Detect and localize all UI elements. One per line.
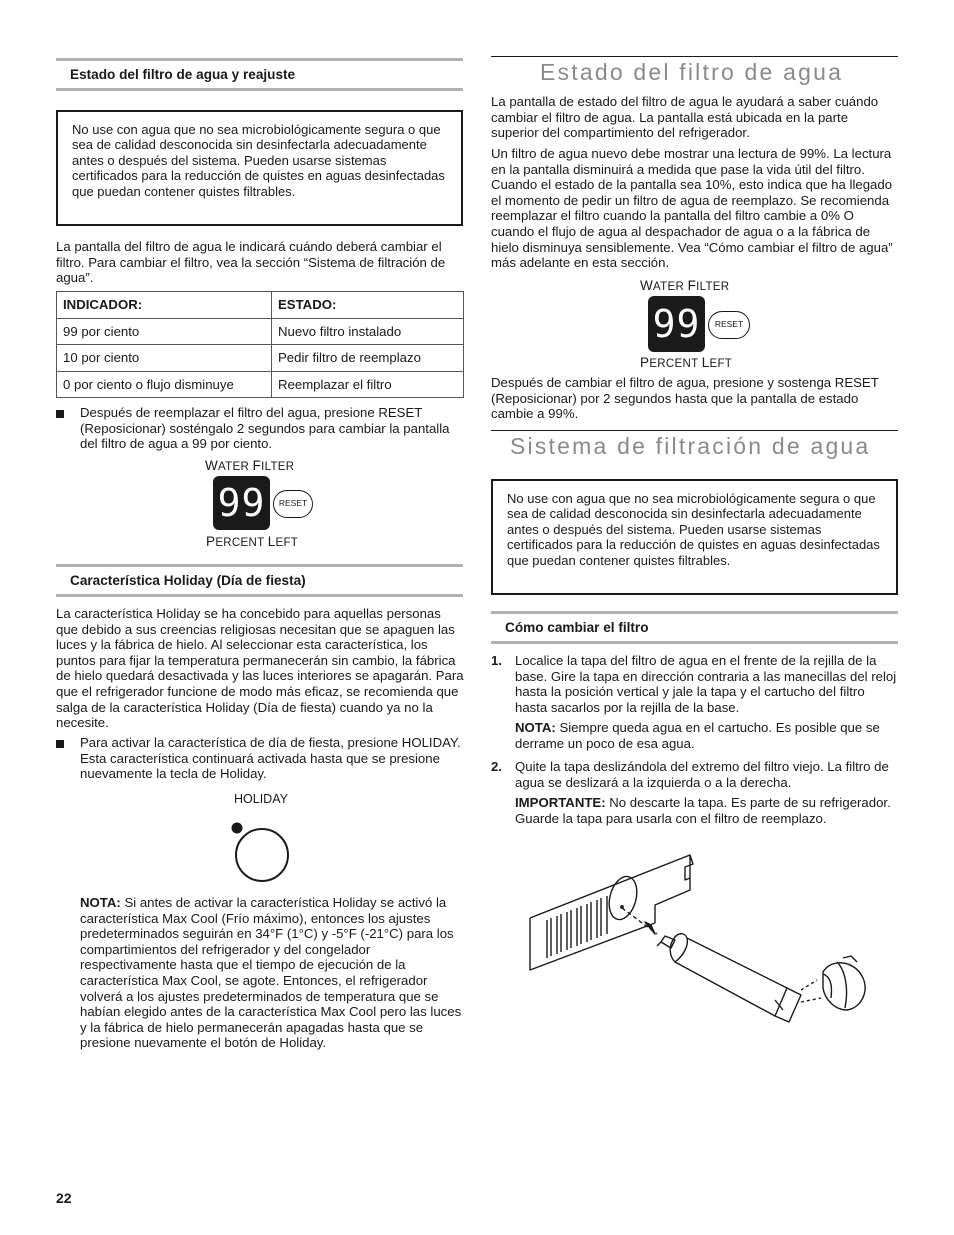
table-header-row bbox=[57, 292, 464, 319]
rule-holiday-bottom bbox=[56, 594, 463, 597]
indicator-table bbox=[56, 291, 464, 398]
step-1-note-text: Siempre queda agua en el cartucho. Es posible que se derrame un poco de esa agua. bbox=[515, 720, 880, 751]
filter-display-screen-right bbox=[648, 296, 705, 352]
intro-paragraph: La pantalla del filtro de agua le indicará cuándo deberá cambiar el filtro. Para cambiar el filtro, vea la sección “Sistema de filtración de agua”. bbox=[56, 239, 446, 286]
step-2-important-text: No descarte la tapa. Es parte de su refrigerador. Guarde la tapa para usarla con el filtro de reemplazo. bbox=[515, 795, 891, 826]
table-row bbox=[57, 318, 464, 345]
holiday-note bbox=[80, 895, 463, 1051]
table-header-cell: INDICADOR: bbox=[57, 292, 272, 319]
reset-button-right[interactable] bbox=[708, 311, 750, 339]
rule-change-filter-top bbox=[491, 611, 898, 614]
table-cell: 10 por ciento bbox=[57, 345, 272, 372]
reset-button-label: RESET bbox=[278, 498, 308, 508]
bullet-holiday-text: Para activar la característica de día de fiesta, presione HOLIDAY. Esta característica continuará activada hasta que se presione nuevamente la tecla de Holiday. bbox=[80, 735, 461, 782]
warning-text: No use con agua que no sea microbiológicamente segura o que sea de calidad desconocida sin desinfectarla adecuadamente antes o después del sistema. Pueden usarse sistemas certificados para la reducción de quistes en aguas desinfectadas que puedan contener quistes filtrables. bbox=[72, 122, 445, 199]
warning-box-right bbox=[491, 479, 898, 595]
warning-text-right: No use con agua que no sea microbiológicamente segura o que sea de calidad desconocida sin desinfectarla adecuadamente antes o después del sistema. Pueden usarse sistemas certificados para la reducción de quistes en aguas desinfectadas que puedan contener quistes filtrables. bbox=[507, 491, 880, 568]
title-filter-status: Estado del filtro de agua bbox=[540, 59, 844, 85]
page-number: 22 bbox=[56, 1190, 72, 1206]
step-2-text: Quite la tapa deslizándola del extremo del filtro viejo. La filtro de agua se deslizará a la izquierda o a la derecha. bbox=[515, 759, 889, 790]
step-1-number: 1. bbox=[491, 653, 502, 668]
step-1-text: Localice la tapa del filtro de agua en el frente de la rejilla de la base. Gire la tapa en dirección contraria a las manecillas del reloj hasta la posición vertical y jale la tapa y el cartucho del filtro hasta sacarlos por la rejilla de la base. bbox=[515, 653, 897, 715]
percent-left-label-right: PERCENT LEFT bbox=[640, 355, 733, 370]
rule-holiday-top bbox=[56, 564, 463, 567]
rule-filtration bbox=[491, 430, 898, 431]
table-cell: Reemplazar el filtro bbox=[272, 371, 464, 398]
table-cell: Nuevo filtro instalado bbox=[272, 318, 464, 345]
table-header-cell: ESTADO: bbox=[272, 292, 464, 319]
step-1-note-label: NOTA: bbox=[515, 720, 556, 735]
rule-top-left bbox=[56, 58, 463, 61]
bullet-square-icon bbox=[56, 410, 64, 418]
section-title-change-filter: Cómo cambiar el filtro bbox=[505, 620, 649, 635]
percent-left-label: PERCENT LEFT bbox=[206, 534, 299, 549]
bullet-reset-text: Después de reemplazar el filtro del agua, presione RESET (Reposicionar) sosténgalo 2 segundos para cambiar la pantalla del filtro de agua a 99 por ciento. bbox=[80, 405, 450, 452]
rule-under-title-left bbox=[56, 88, 463, 91]
table-row bbox=[57, 371, 464, 398]
water-filter-label: WATER FILTER bbox=[205, 458, 295, 473]
table-cell: 99 por ciento bbox=[57, 318, 272, 345]
status-paragraph-1: La pantalla de estado del filtro de agua le ayudará a saber cuándo cambiar el filtro de agua. La pantalla está ubicada en la parte superior del compartimiento del refrigerador. bbox=[491, 94, 879, 141]
filter-display-value: 99 bbox=[217, 481, 266, 525]
reset-button-right-label: RESET bbox=[714, 319, 744, 329]
filter-replacement-illustration bbox=[525, 850, 870, 1030]
table-cell: 0 por ciento o flujo disminuye bbox=[57, 371, 272, 398]
warning-box-left bbox=[56, 110, 463, 226]
holiday-button-icon[interactable] bbox=[226, 818, 296, 888]
holiday-paragraph: La característica Holiday se ha concebido para aquellas personas que debido a sus creencias religiosas necesitan que se apaguen las luces y la fábrica de hielo. Al seleccionar esta característica, los puntos para fijar la temperatura permanecerán sin cambio, la fábrica de hielo quedará desactivada y las luces interiores se apagarán. Para que el refrigerador funcione de modo más eficaz, se recomienda que salga de la característica Holiday (Día de fiesta) cuando ya no la necesite. bbox=[56, 606, 464, 731]
water-filter-label-right: WATER FILTER bbox=[640, 278, 730, 293]
bullet-holiday bbox=[56, 735, 461, 783]
section-title-holiday: Característica Holiday (Día de fiesta) bbox=[70, 573, 306, 588]
note-label: NOTA: bbox=[80, 895, 121, 910]
note-text: Si antes de activar la característica Holiday se activó la característica Max Cool (Frío máximo), entonces los ajustes predeterminados seguirán en 34°F (1°C) y -5°F (-21°C) para los compartimientos del refrigerador y del congelador respectivamente hasta que el tiempo de ejecución de la característica Max Cool, se agote. Entonces, el refrigerador volverá a los ajustes predeterminados de temperatura que se habían elegido antes de la característica Max Cool pero las luces y la fábrica de hielo permanecerán apagadas hasta que se presione nuevamente el botón de Holiday. bbox=[80, 895, 462, 1051]
filter-display-value-right: 99 bbox=[652, 302, 701, 346]
step-2-important bbox=[515, 795, 899, 826]
bullet-square-icon bbox=[56, 740, 64, 748]
status-paragraph-3: Después de cambiar el filtro de agua, presione y sostenga RESET (Reposicionar) por 2 segundos hasta que la pantalla de estado cambie a 99%. bbox=[491, 375, 879, 422]
step-1-note bbox=[515, 720, 899, 751]
step-2-important-label: IMPORTANTE: bbox=[515, 795, 606, 810]
holiday-button-label: HOLIDAY bbox=[234, 792, 288, 806]
filter-display-screen bbox=[213, 476, 270, 530]
reset-button[interactable] bbox=[273, 490, 313, 518]
title-filtration-system: Sistema de filtración de agua bbox=[510, 433, 871, 459]
section-title-filter-status-reset: Estado del filtro de agua y reajuste bbox=[70, 67, 296, 82]
rule-change-filter-bottom bbox=[491, 641, 898, 644]
rule-top-right bbox=[491, 56, 898, 57]
status-paragraph-2: Un filtro de agua nuevo debe mostrar una lectura de 99%. La lectura en la pantalla disminuirá a medida que pase la vida útil del filtro. Cuando el estado de la pantalla sea 10%, esto indica que ha llegado el momento de pedir un filtro de agua de reemplazo. Se recomienda reemplazar el filtro cuando la pantalla del filtro cambie a 0% O cuando el flujo de agua al despachador de agua o a la fábrica de hielo disminuya sensiblemente. Vea “Cómo cambiar el filtro de agua” más adelante en esta sección. bbox=[491, 146, 893, 271]
step-2-number: 2. bbox=[491, 759, 502, 774]
table-cell: Pedir filtro de reemplazo bbox=[272, 345, 464, 372]
bullet-reset bbox=[56, 405, 461, 453]
table-row bbox=[57, 345, 464, 372]
